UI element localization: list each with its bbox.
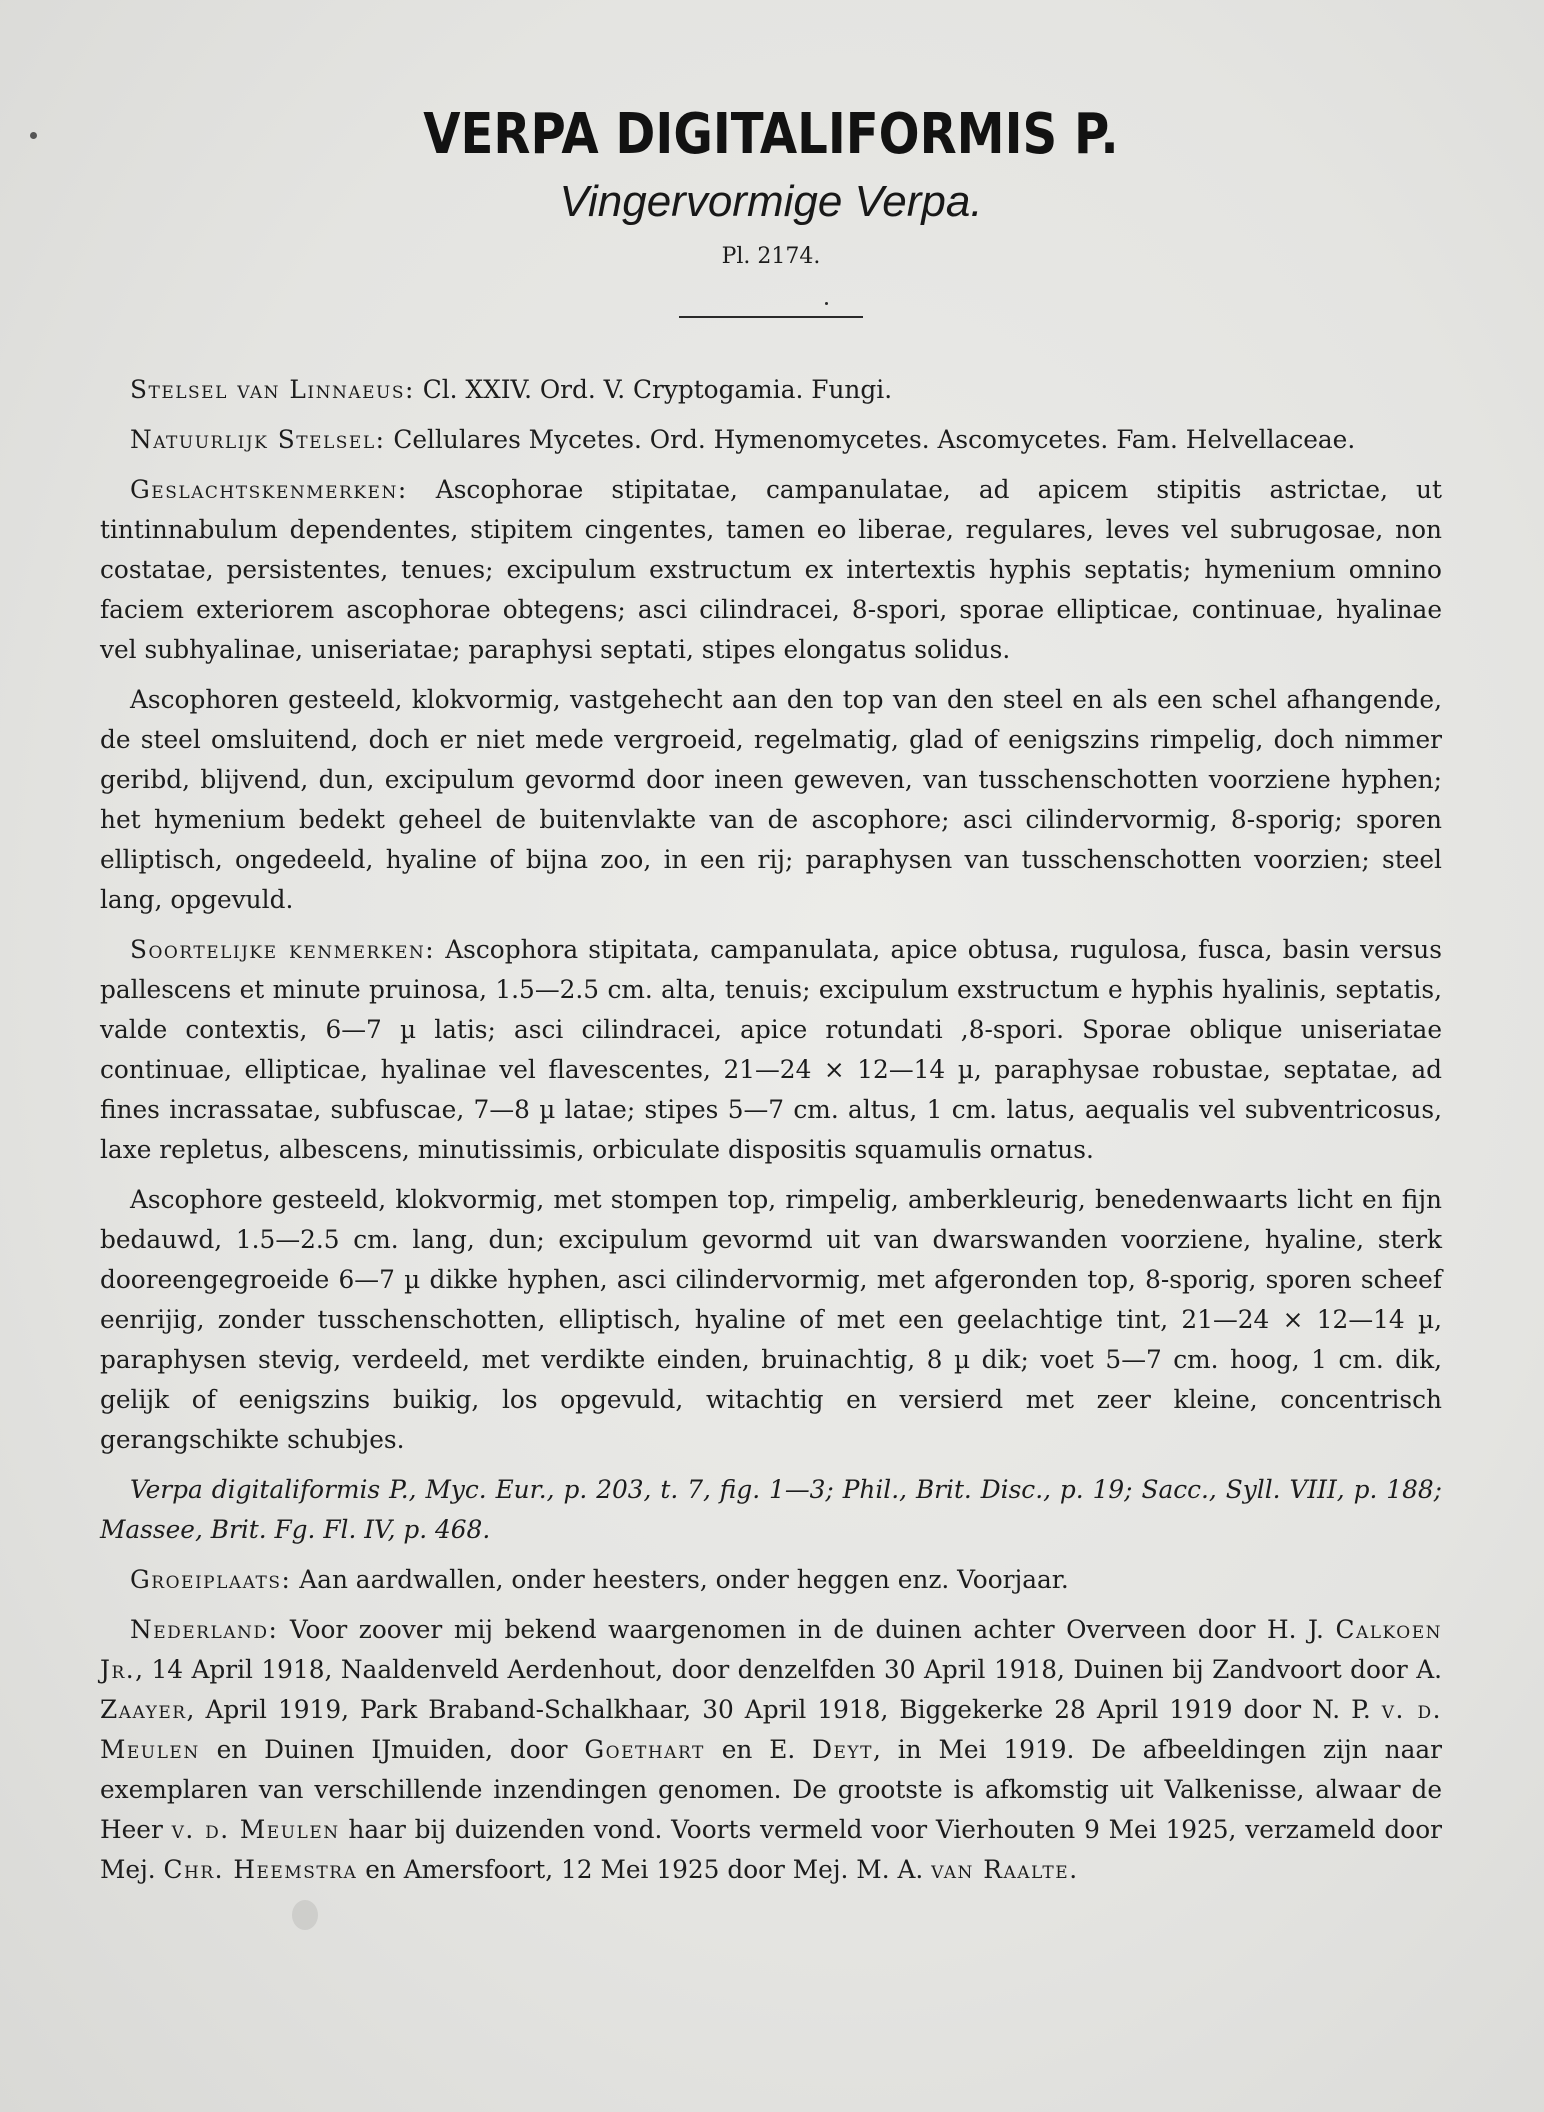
- references-paragraph: Verpa digitaliformis P., Myc. Eur., p. 203, t. 7, fig. 1—3; Phil., Brit. Disc., p. 19; Sacc., Syll. VIII, p. 188; Massee, Brit. Fg. Fl. IV, p. 468.: [100, 1475, 1442, 1544]
- title-rule: [679, 316, 863, 318]
- geslacht-paragraph: [100, 470, 1442, 670]
- geslacht-text: Ascophorae stipitatae, campanulatae, ad apicem stipitis astrictae, ut tintinnabulum dependentes, stipitem cingentes, tamen eo liberae, regulares, leves vel subrugosae, non costatae, persistentes, tenues; excipulum exstructum ex intertextis hyphis septatis; hymenium omnino faciem exteriorem ascophorae obtegens; asci cilindracei, 8-spori, sporae ellipticae, continuae, hyalinae vel subhyalinae, uniseriatae; paraphysi septati, stipes elongatus solidus.: [100, 475, 1442, 664]
- collector-name: Chr. Heemstra: [163, 1855, 358, 1884]
- groeiplaats-label: Groeiplaats:: [130, 1565, 292, 1594]
- collector-name: van Raalte: [931, 1855, 1070, 1884]
- nederland-text: , April 1919, Park Braband-Schalkhaar, 30 April 1918, Biggekerke 28 April 1919 door N. P.: [186, 1695, 1382, 1724]
- nederland-text: Voor zoover mij bekend waargenomen in de duinen achter Overveen door H. J.: [278, 1615, 1336, 1644]
- page-speck: [30, 132, 37, 139]
- page-smudge: [292, 1900, 318, 1930]
- geslacht-dutch-paragraph: Ascophoren gesteeld, klokvormig, vastgehecht aan den top van den steel en als een schel afhangende, de steel omsluitend, doch er niet mede vergroeid, regelmatig, glad of eenigszins rimpelig, doch nimmer geribd, blijvend, dun, excipulum gevormd door ineen geweven, van tusschenschotten voorziene hyphen; het hymenium bedekt geheel de buitenvlakte van de ascophore; asci cilindervormig, 8-sporig; sporen elliptisch, ongedeeld, hyaline of bijna zoo, in een rij; paraphysen van tusschenschotten voorzien; steel lang, opgevuld.: [100, 685, 1442, 914]
- groeiplaats-text: Aan aardwallen, onder heesters, onder heggen enz. Voorjaar.: [291, 1565, 1069, 1594]
- natuurlijk-paragraph: [100, 420, 1442, 460]
- collector-name: Zaayer: [100, 1695, 187, 1724]
- collector-name: Deyt: [812, 1735, 873, 1764]
- natuurlijk-label: Natuurlijk Stelsel:: [130, 425, 386, 454]
- geslacht-label: Geslachtskenmerken:: [130, 475, 408, 504]
- soort-dutch-paragraph: Ascophore gesteeld, klokvormig, met stompen top, rimpelig, amberkleurig, benedenwaarts licht en fijn bedauwd, 1.5—2.5 cm. lang, dun; excipulum gevormd uit van dwarswanden voorziene, hyaline, sterk dooreengegroeide 6—7 µ dikke hyphen, asci cilindervormig, met afgeronden top, 8-sporig, sporen scheef eenrijig, zonder tusschenschotten, elliptisch, hyaline of met een geelachtige tint, 21—24 × 12—14 µ, paraphysen stevig, verdeeld, met verdikte einden, bruinachtig, 8 µ dik; voet 5—7 cm. hoog, 1 cm. dik, gelijk of eenigszins buikig, los opgevuld, witachtig en versierd met zeer kleine, concentrisch gerangschikte schubjes.: [100, 1185, 1442, 1454]
- linnaeus-paragraph: [100, 370, 1442, 410]
- page-title: VERPA DIGITALIFORMIS P.: [423, 102, 1119, 167]
- document-body: [100, 370, 1442, 1890]
- page-subtitle: Vingervormige Verpa.: [559, 177, 983, 226]
- collector-name: v. d. Meulen: [100, 1695, 1442, 1764]
- nederland-text: en Amersfoort, 12 Mei 1925 door Mej. M. A.: [357, 1855, 932, 1884]
- header: [100, 0, 1442, 318]
- nederland-text: , 14 April 1918, Naaldenveld Aerdenhout, door denzelfden 30 April 1918, Duinen bij Zandvoort door A.: [135, 1655, 1442, 1684]
- nederland-paragraph: [100, 1610, 1442, 1890]
- nederland-text: , in Mei 1919. De afbeeldingen zijn naar exemplaren van verschillende inzendingen genomen. De grootste is afkomstig uit Valkenisse, alwaar de Heer: [100, 1735, 1442, 1844]
- nederland-text: en Duinen IJmuiden, door: [199, 1735, 585, 1764]
- soort-paragraph: [100, 930, 1442, 1170]
- linnaeus-label: Stelsel van Linnaeus:: [130, 375, 415, 404]
- soort-text: Ascophora stipitata, campanulata, apice obtusa, rugulosa, fusca, basin versus pallescens et minute pruinosa, 1.5—2.5 cm. alta, tenuis; excipulum exstructum e hyphis hyalinis, septatis, valde contextis, 6—7 µ latis; asci cilindracei, apice rotundati ,8-spori. Sporae oblique uniseriatae continuae, ellipticae, hyalinae vel flavescentes, 21—24 × 12—14 µ, paraphysae robustae, septatae, ad fines incrassatae, subfuscae, 7—8 µ latae; stipes 5—7 cm. altus, 1 cm. latus, aequalis vel subventricosus, laxe repletus, albescens, minutissimis, orbiculate dispositis squamulis ornatus.: [100, 935, 1442, 1164]
- nederland-label: Nederland:: [130, 1615, 279, 1644]
- nederland-text: en E.: [704, 1735, 813, 1764]
- soort-label: Soortelijke kenmerken:: [130, 935, 436, 964]
- groeiplaats-paragraph: [100, 1560, 1442, 1600]
- plate-number: Pl. 2174.: [721, 244, 821, 269]
- collector-name: Calkoen Jr.: [100, 1615, 1442, 1684]
- nederland-text: .: [1069, 1855, 1078, 1884]
- nederland-text: haar bij duizenden vond. Voorts vermeld voor Vierhouten 9 Mei 1925, verzameld door Mej.: [100, 1815, 1443, 1884]
- collector-name: v. d. Meulen: [171, 1815, 340, 1844]
- natuurlijk-text: Cellulares Mycetes. Ord. Hymenomycetes. Ascomycetes. Fam. Helvellaceae.: [385, 425, 1356, 454]
- collector-name: Goethart: [584, 1735, 705, 1764]
- linnaeus-text: Cl. XXIV. Ord. V. Cryptogamia. Fungi.: [414, 375, 893, 404]
